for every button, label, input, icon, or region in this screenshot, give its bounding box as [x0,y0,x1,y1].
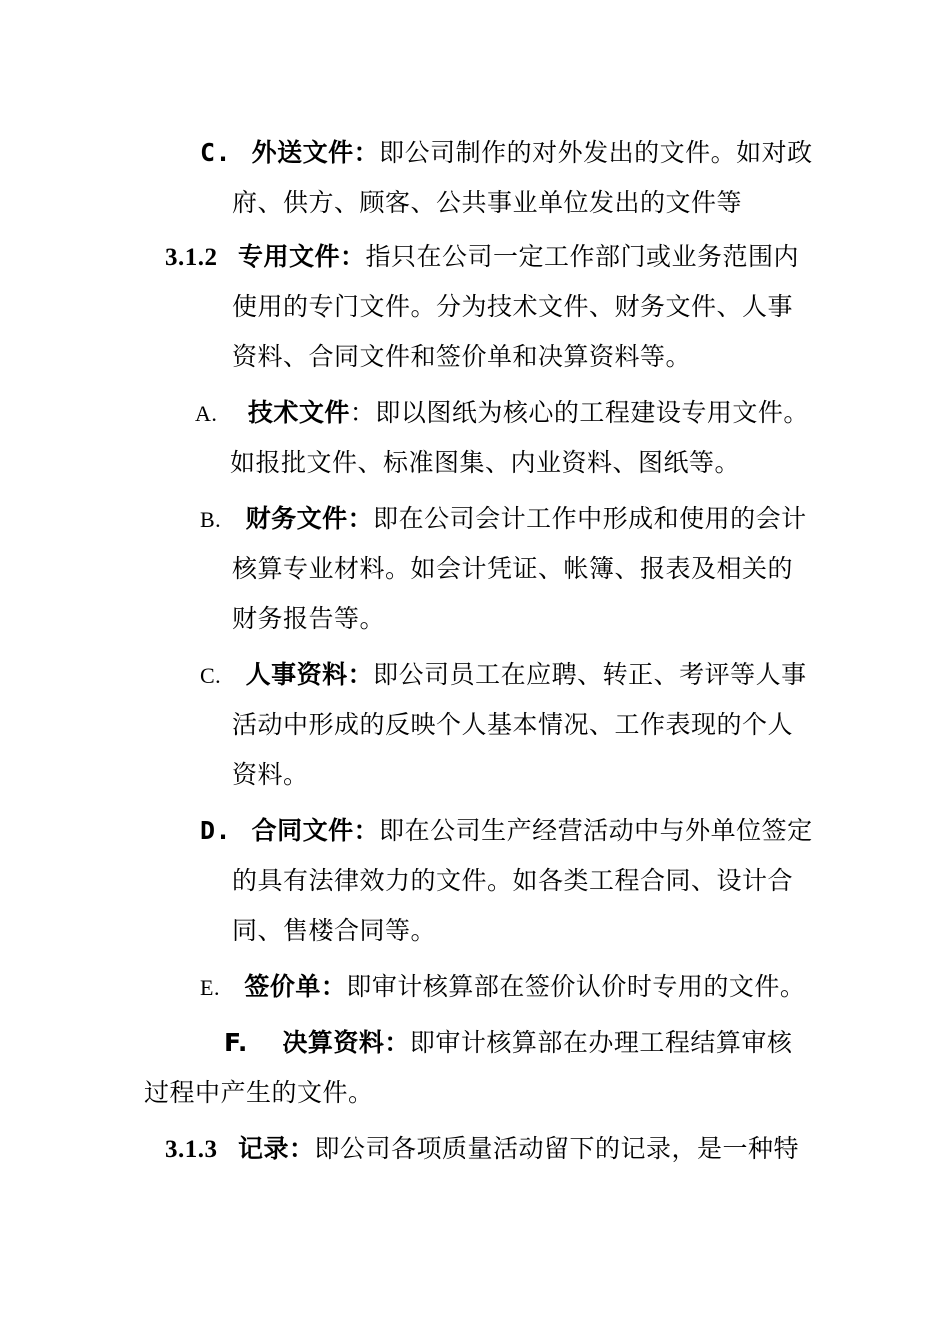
item-d-contract-line-2 [232,864,793,898]
body-text: 过程中产生的文件。 [144,1078,374,1107]
item-b-finance-line-2 [232,552,793,586]
body-text: ：即以图纸为核心的工程建设专用文件。 [349,398,809,427]
item-b-finance-line-3 [232,602,385,636]
body-text: 即审计核算部在签价认价时专用的文件。 [346,972,806,1001]
section-3-1-2-line-1 [165,240,799,275]
term-label: 签价单： [244,972,347,1001]
list-marker: C. [200,138,232,167]
term-label: 人事资料： [245,660,374,689]
body-text: 即在公司会计工作中形成和使用的会计 [373,504,807,533]
body-text: 即公司制作的对外发出的文件。如对政 [379,138,813,167]
body-text: 指只在公司一定工作部门或业务范围内 [365,242,799,271]
body-text: 活动中形成的反映个人基本情况、工作表现的个人 [232,710,794,739]
term-label: 技术文件 [247,398,350,427]
item-b-finance-line-1 [200,502,807,537]
body-text: 的具有法律效力的文件。如各类工程合同、设计合 [232,866,794,895]
list-marker: F. [224,1028,248,1057]
item-f-settlement-line-1 [224,1026,792,1060]
body-text: 如报批文件、标准图集、内业资料、图纸等。 [230,448,741,477]
body-text: 即在公司生产经营活动中与外单位签定 [379,816,813,845]
body-text: 同、售楼合同等。 [232,916,437,945]
list-marker: A. [195,401,218,426]
body-text: 即审计核算部在办理工程结算审核 [409,1028,793,1057]
body-text: 府、供方、顾客、公共事业单位发出的文件等 [232,188,743,217]
item-c-personnel-line-2 [232,708,793,742]
term-label: 外送文件： [251,138,380,167]
term-label: 决算资料： [282,1028,410,1057]
list-marker: B. [200,507,222,532]
item-c-personnel-line-1 [200,658,807,693]
body-text: 即公司员工在应聘、转正、考评等人事 [373,660,807,689]
item-d-contract-line-3 [232,914,436,948]
section-3-1-2-line-3 [232,340,691,374]
list-marker: E. [200,975,220,1000]
term-label: 财务文件： [245,504,374,533]
list-marker: C. [200,663,222,688]
item-c-external-line-1 [200,136,813,170]
section-3-1-2-line-2 [232,290,793,324]
section-number: 3.1.2 [165,244,218,271]
list-marker: D. [200,816,232,845]
body-text: 核算专业材料。如会计凭证、帐簿、报表及相关的 [232,554,794,583]
item-a-tech-line-2 [230,446,740,480]
item-a-tech-line-1 [195,396,809,431]
item-f-settlement-line-2 [144,1076,374,1110]
body-text: 使用的专门文件。分为技术文件、财务文件、人事 [232,292,794,321]
section-3-1-3-line-1 [165,1132,799,1167]
body-text: 资料。 [232,760,309,789]
body-text: 资料、合同文件和签价单和决算资料等。 [232,342,692,371]
section-number: 3.1.3 [165,1136,218,1163]
term-label: 专用文件： [237,242,366,271]
term-label: 记录： [237,1134,315,1163]
body-text: 即公司各项质量活动留下的记录，是一种特 [314,1134,799,1163]
item-e-price-line-1 [200,970,805,1005]
body-text: 财务报告等。 [232,604,386,633]
term-label: 合同文件： [251,816,380,845]
item-c-personnel-line-3 [232,758,309,792]
item-d-contract-line-1 [200,814,813,848]
item-c-external-line-2 [232,186,742,220]
